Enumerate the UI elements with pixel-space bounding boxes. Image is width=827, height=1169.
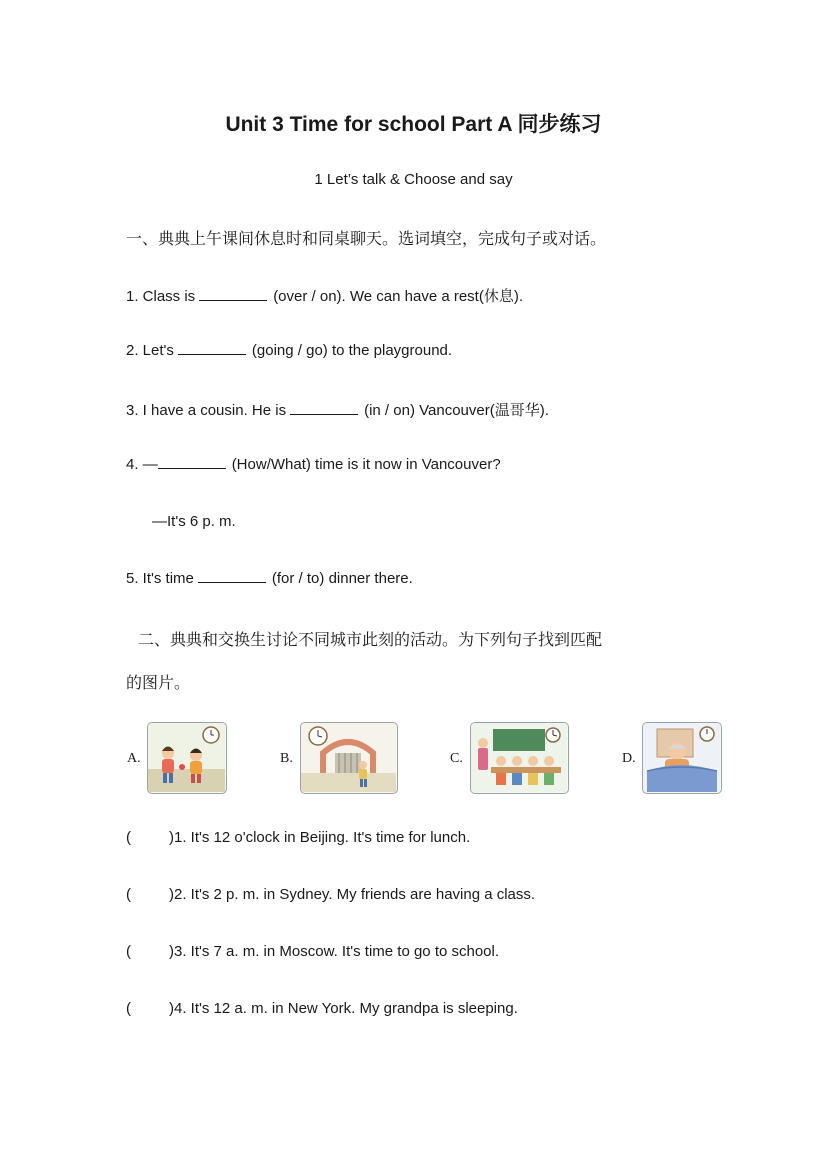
answer-paren-open: ( xyxy=(126,829,131,846)
question-5 xyxy=(126,570,413,587)
match-item-4-text: )4. It's 12 a. m. in New York. My grandpa is sleeping. xyxy=(169,1000,518,1017)
question-1-text: 1. Class is xyxy=(126,288,196,305)
question-2-choices: (going / go) to the playground. xyxy=(251,342,453,359)
answer-blank-2[interactable] xyxy=(178,342,246,355)
section2-heading-line2: 的图片。 xyxy=(126,675,191,692)
answer-paren-open: ( xyxy=(126,1000,131,1017)
option-c-picture[interactable] xyxy=(470,722,569,794)
option-d-label: D. xyxy=(622,751,636,766)
page-title: Unit 3 Time for school Part A 同步练习 xyxy=(225,113,602,136)
answer-blank-3[interactable] xyxy=(290,402,358,415)
question-4 xyxy=(126,456,501,473)
question-5-text: 5. It's time xyxy=(126,570,194,587)
question-3 xyxy=(126,399,549,420)
option-d-picture[interactable] xyxy=(642,722,722,794)
classroom-illustration xyxy=(471,723,567,792)
match-item-1 xyxy=(126,829,470,846)
option-a-label: A. xyxy=(127,751,141,766)
question-5-choices: (for / to) dinner there. xyxy=(271,570,413,587)
question-4-choices: (How/What) time is it now in Vancouver? xyxy=(231,456,501,473)
answer-blank-5[interactable] xyxy=(198,570,266,583)
option-a-picture[interactable] xyxy=(147,722,227,794)
section2-heading-line1: 二、典典和交换生讨论不同城市此刻的活动。为下列句子找到匹配 xyxy=(138,632,603,649)
children-playing-illustration xyxy=(148,723,225,792)
option-b-picture[interactable] xyxy=(300,722,398,794)
match-item-2-text: )2. It's 2 p. m. in Sydney. My friends are having a class. xyxy=(169,886,536,903)
question-3-choices: (in / on) Vancouver(温哥华). xyxy=(364,402,549,419)
answer-blank-4[interactable] xyxy=(158,456,226,469)
option-b-label: B. xyxy=(280,751,293,766)
match-item-1-text: )1. It's 12 o'clock in Beijing. It's time for lunch. xyxy=(169,829,471,846)
answer-blank-1[interactable] xyxy=(199,288,267,301)
option-c-label: C. xyxy=(450,751,463,766)
answer-paren-open: ( xyxy=(126,886,131,903)
question-1-choices: (over / on). We can have a rest(休息). xyxy=(273,288,523,305)
question-2 xyxy=(126,342,452,359)
match-item-2 xyxy=(126,886,535,903)
section1-heading: 一、典典上午课间休息时和同桌聊天。选词填空，完成句子或对话。 xyxy=(126,231,607,248)
question-3-text: 3. I have a cousin. He is xyxy=(126,402,287,419)
question-2-text: 2. Let's xyxy=(126,342,174,359)
question-4-text: 4. — xyxy=(126,456,158,473)
answer-paren-open: ( xyxy=(126,943,131,960)
page-subtitle: 1 Let’s talk & Choose and say xyxy=(314,171,513,188)
grandpa-sleeping-illustration xyxy=(643,723,720,792)
match-item-4 xyxy=(126,1000,518,1017)
match-item-3 xyxy=(126,943,499,960)
match-item-3-text: )3. It's 7 a. m. in Moscow. It's time to go to school. xyxy=(169,943,500,960)
school-gate-illustration xyxy=(301,723,396,792)
question-4-reply: —It's 6 p. m. xyxy=(152,513,236,530)
question-1 xyxy=(126,285,523,306)
